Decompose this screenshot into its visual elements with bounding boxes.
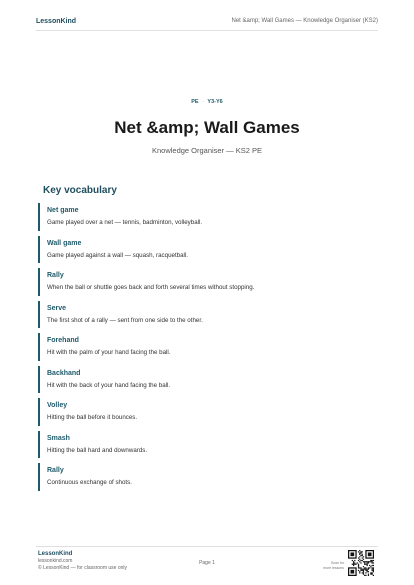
vocabulary-definition: Game played against a wall — squash, racquetball. — [47, 251, 189, 259]
subject-label: PE — [191, 99, 199, 105]
vocabulary-item — [38, 398, 378, 426]
vocabulary-item — [38, 366, 378, 394]
vocabulary-term: Serve — [47, 304, 67, 312]
year-range-label: Y3-Y6 — [207, 99, 223, 105]
page-title: Net &amp; Wall Games — [114, 118, 300, 137]
vocabulary-item — [38, 301, 378, 329]
vocabulary-term: Forehand — [47, 337, 79, 344]
vocabulary-term: Smash — [47, 434, 70, 442]
vocabulary-definition: Game played over a net — tennis, badminton, volleyball. — [47, 219, 203, 226]
scan-caption — [316, 561, 344, 570]
vocabulary-heading: Key vocabulary — [43, 185, 117, 196]
footer-website: lessonkind.com — [38, 558, 73, 564]
vocabulary-item — [38, 463, 378, 491]
vocabulary-definition: Hitting the ball before it bounces. — [47, 414, 138, 421]
vocabulary-definition: When the ball or shuttle goes back and forth several times without stopping. — [47, 284, 255, 291]
vocabulary-term: Volley — [47, 402, 68, 409]
qr-code-icon[interactable] — [348, 550, 374, 576]
scan-caption-line: Scan for — [330, 561, 344, 565]
subject-tag — [0, 99, 414, 105]
scan-caption-line: more lessons — [323, 565, 344, 570]
page-number: Page 1 — [199, 560, 215, 566]
subject-separator: · — [202, 99, 204, 105]
vocabulary-term: Rally — [47, 272, 64, 279]
header-document-title: Net &amp; Wall Games — Knowledge Organiser (KS2) — [231, 18, 378, 24]
vocabulary-definition: Continuous exchange of shots. — [47, 479, 132, 486]
vocabulary-definition: Hit with the palm of your hand facing the ball. — [47, 349, 171, 356]
vocabulary-item — [38, 431, 378, 459]
page-header — [36, 14, 378, 28]
vocabulary-item — [38, 203, 378, 231]
vocabulary-item — [38, 333, 378, 361]
vocabulary-item — [38, 268, 378, 296]
footer-divider — [36, 546, 378, 547]
header-brand: LessonKind — [36, 17, 77, 25]
header-divider — [36, 30, 378, 31]
vocabulary-list — [38, 203, 378, 496]
vocabulary-term: Net game — [47, 207, 79, 214]
vocabulary-term: Backhand — [47, 369, 81, 377]
footer-copyright: © LessonKind — for classroom use only — [38, 565, 128, 571]
vocabulary-term: Wall game — [47, 239, 82, 247]
vocabulary-definition: The first shot of a rally — sent from one side to the other. — [47, 316, 203, 324]
vocabulary-definition: Hit with the back of your hand facing the ball. — [47, 381, 171, 389]
vocabulary-term: Rally — [47, 467, 64, 474]
page-subtitle: Knowledge Organiser — KS2 PE — [151, 146, 263, 155]
vocabulary-item — [38, 236, 378, 264]
vocabulary-definition: Hitting the ball hard and downwards. — [47, 446, 148, 454]
footer-brand: LessonKind — [38, 551, 73, 557]
